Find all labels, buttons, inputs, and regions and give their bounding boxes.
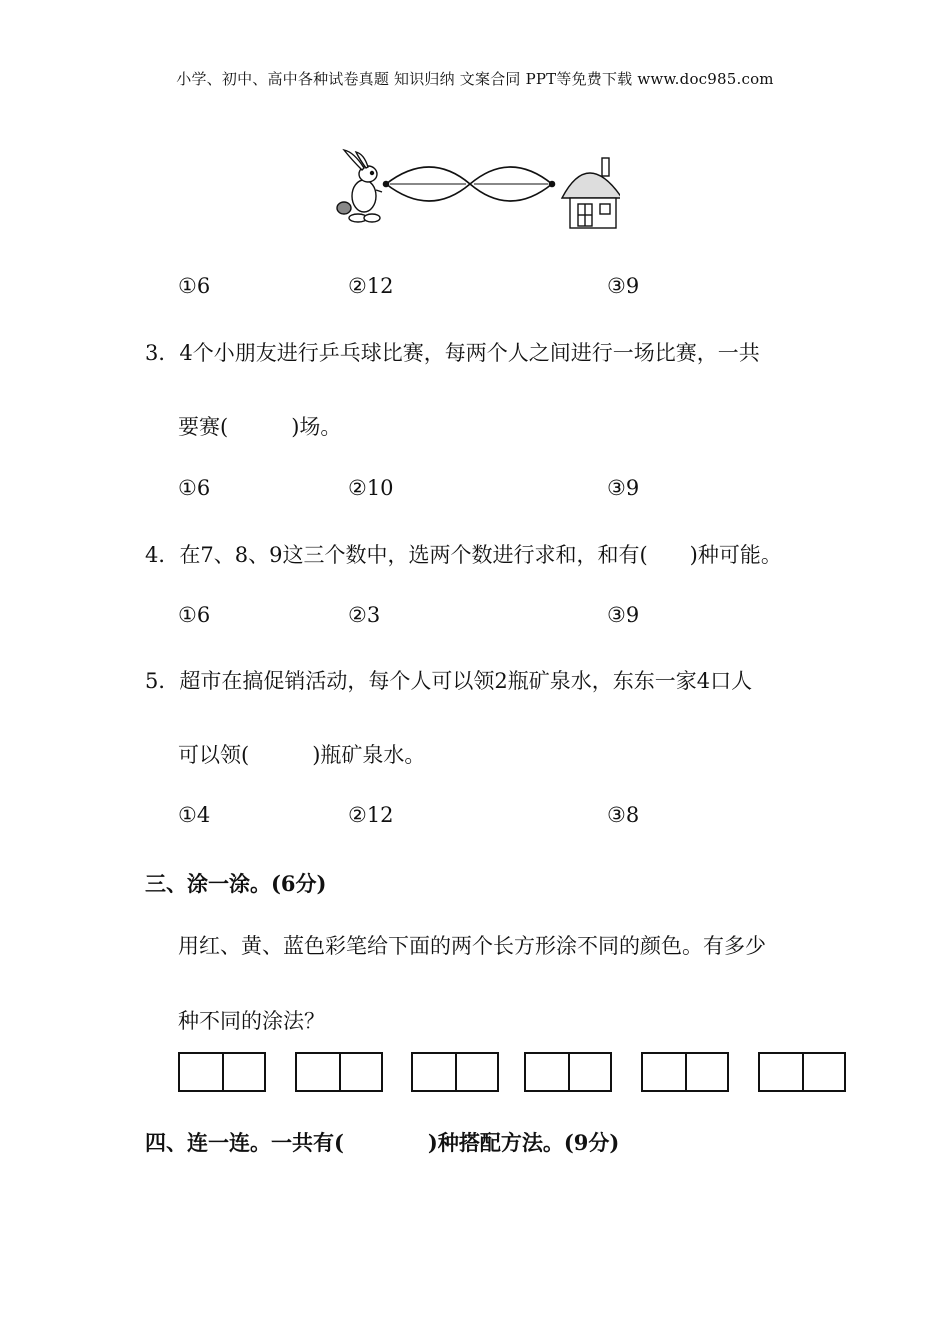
q5-option-3[interactable]: ③8 xyxy=(607,803,640,827)
q2-option-1[interactable]: ①6 xyxy=(178,274,211,298)
section3-instruction-line1: 用红、黄、蓝色彩笔给下面的两个长方形涂不同的颜色。有多少 xyxy=(178,934,766,958)
q4-option-1[interactable]: ①6 xyxy=(178,603,211,627)
bridge-paths-icon xyxy=(384,167,555,201)
q4-option-3[interactable]: ③9 xyxy=(607,603,640,627)
q3-text-line1: 3．4个小朋友进行乒乓球比赛，每两个人之间进行一场比赛，一共 xyxy=(145,341,760,365)
coloring-rectangle-pair[interactable] xyxy=(411,1052,499,1092)
section4-title: 四、连一连。一共有( )种搭配方法。(9分) xyxy=(145,1130,620,1155)
coloring-rectangle-pair[interactable] xyxy=(295,1052,383,1092)
q2-option-3[interactable]: ③9 xyxy=(607,274,640,298)
q5-text-line2: 可以领( )瓶矿泉水。 xyxy=(178,743,426,767)
coloring-rectangle-pair[interactable] xyxy=(758,1052,846,1092)
q3-option-2[interactable]: ②10 xyxy=(348,476,394,500)
q2-option-2[interactable]: ②12 xyxy=(348,274,394,298)
q5-option-2[interactable]: ②12 xyxy=(348,803,394,827)
q3-option-1[interactable]: ①6 xyxy=(178,476,211,500)
q3-text-line2: 要赛( )场。 xyxy=(178,415,342,439)
route-figure xyxy=(330,148,620,236)
q5-option-1[interactable]: ①4 xyxy=(178,803,211,827)
q4-text-line1: 4．在7、8、9这三个数中，选两个数进行求和，和有( )种可能。 xyxy=(145,543,782,567)
coloring-rectangle-pair[interactable] xyxy=(178,1052,266,1092)
page-header: 小学、初中、高中各种试卷真题 知识归纳 文案合同 PPT等免费下载 www.doc985.com xyxy=(176,70,774,88)
q3-option-3[interactable]: ③9 xyxy=(607,476,640,500)
rabbit-icon xyxy=(337,150,382,222)
house-icon xyxy=(562,158,620,228)
q5-text-line1: 5．超市在搞促销活动，每个人可以领2瓶矿泉水，东东一家4口人 xyxy=(145,669,753,693)
coloring-rectangle-pair[interactable] xyxy=(524,1052,612,1092)
section3-title: 三、涂一涂。(6分) xyxy=(145,871,327,896)
coloring-rectangle-pair[interactable] xyxy=(641,1052,729,1092)
q4-option-2[interactable]: ②3 xyxy=(348,603,381,627)
section3-instruction-line2: 种不同的涂法？ xyxy=(178,1009,325,1033)
